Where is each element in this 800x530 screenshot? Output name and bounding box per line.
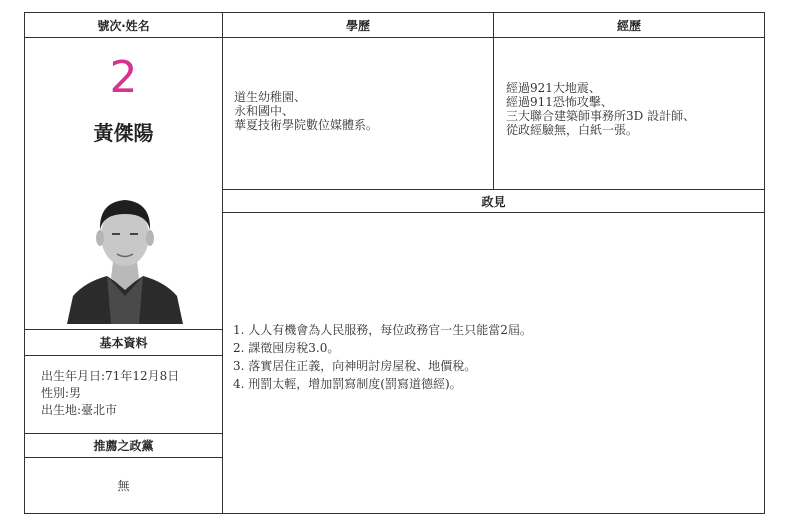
basic-info-gender: 性別:男: [41, 386, 82, 400]
header-party: 推薦之政黨: [25, 434, 222, 457]
education-list: [234, 90, 489, 132]
divider-party-header: [25, 457, 222, 458]
experience-item: 經過921大地震、: [506, 81, 601, 95]
policy-item: 3. 落實居住正義，向神明討房屋稅、地價稅。: [233, 359, 477, 373]
divider-left: [222, 13, 223, 513]
policy-item: 4. 刑罰太輕，增加罰寫制度(罰寫道德經)。: [233, 377, 462, 391]
education-item: 永和國中、: [234, 104, 295, 118]
candidate-number: 2: [109, 52, 138, 103]
basic-info-birthdate: 出生年月日:71年12月8日: [41, 369, 180, 383]
experience-item: 從政經驗無，白紙一張。: [506, 123, 639, 137]
basic-info-birthplace: 出生地:臺北市: [41, 403, 118, 417]
experience-item: 經過911恐怖攻擊、: [506, 95, 613, 109]
divider-header: [25, 37, 764, 38]
education-item: 華夏技術學院數位媒體系。: [234, 118, 379, 132]
header-basic-info: 基本資料: [25, 330, 222, 355]
candidate-photo: [63, 178, 187, 324]
candidate-sheet: [24, 12, 765, 514]
divider-mid: [493, 13, 494, 189]
divider-basic-header: [25, 355, 222, 356]
policy-item: 1. 人人有機會為人民服務，每位政務官一生只能當2屆。: [233, 323, 532, 337]
candidate-name: 黃傑陽: [93, 121, 154, 145]
party-value: 無: [117, 479, 130, 493]
experience-list: [506, 81, 761, 137]
policy-list: [233, 321, 761, 393]
header-education: 學歷: [223, 13, 493, 37]
header-experience: 經歷: [494, 13, 764, 37]
header-number-name: 號次‧姓名: [25, 13, 222, 37]
experience-item: 三大聯合建築師事務所3D 設計師、: [506, 109, 696, 123]
education-item: 道生幼稚園、: [234, 90, 307, 104]
divider-policy-header: [222, 212, 764, 213]
header-policy: 政見: [223, 190, 764, 212]
policy-item: 2. 課徵囤房稅3.0。: [233, 341, 340, 355]
basic-info-list: [41, 368, 219, 419]
